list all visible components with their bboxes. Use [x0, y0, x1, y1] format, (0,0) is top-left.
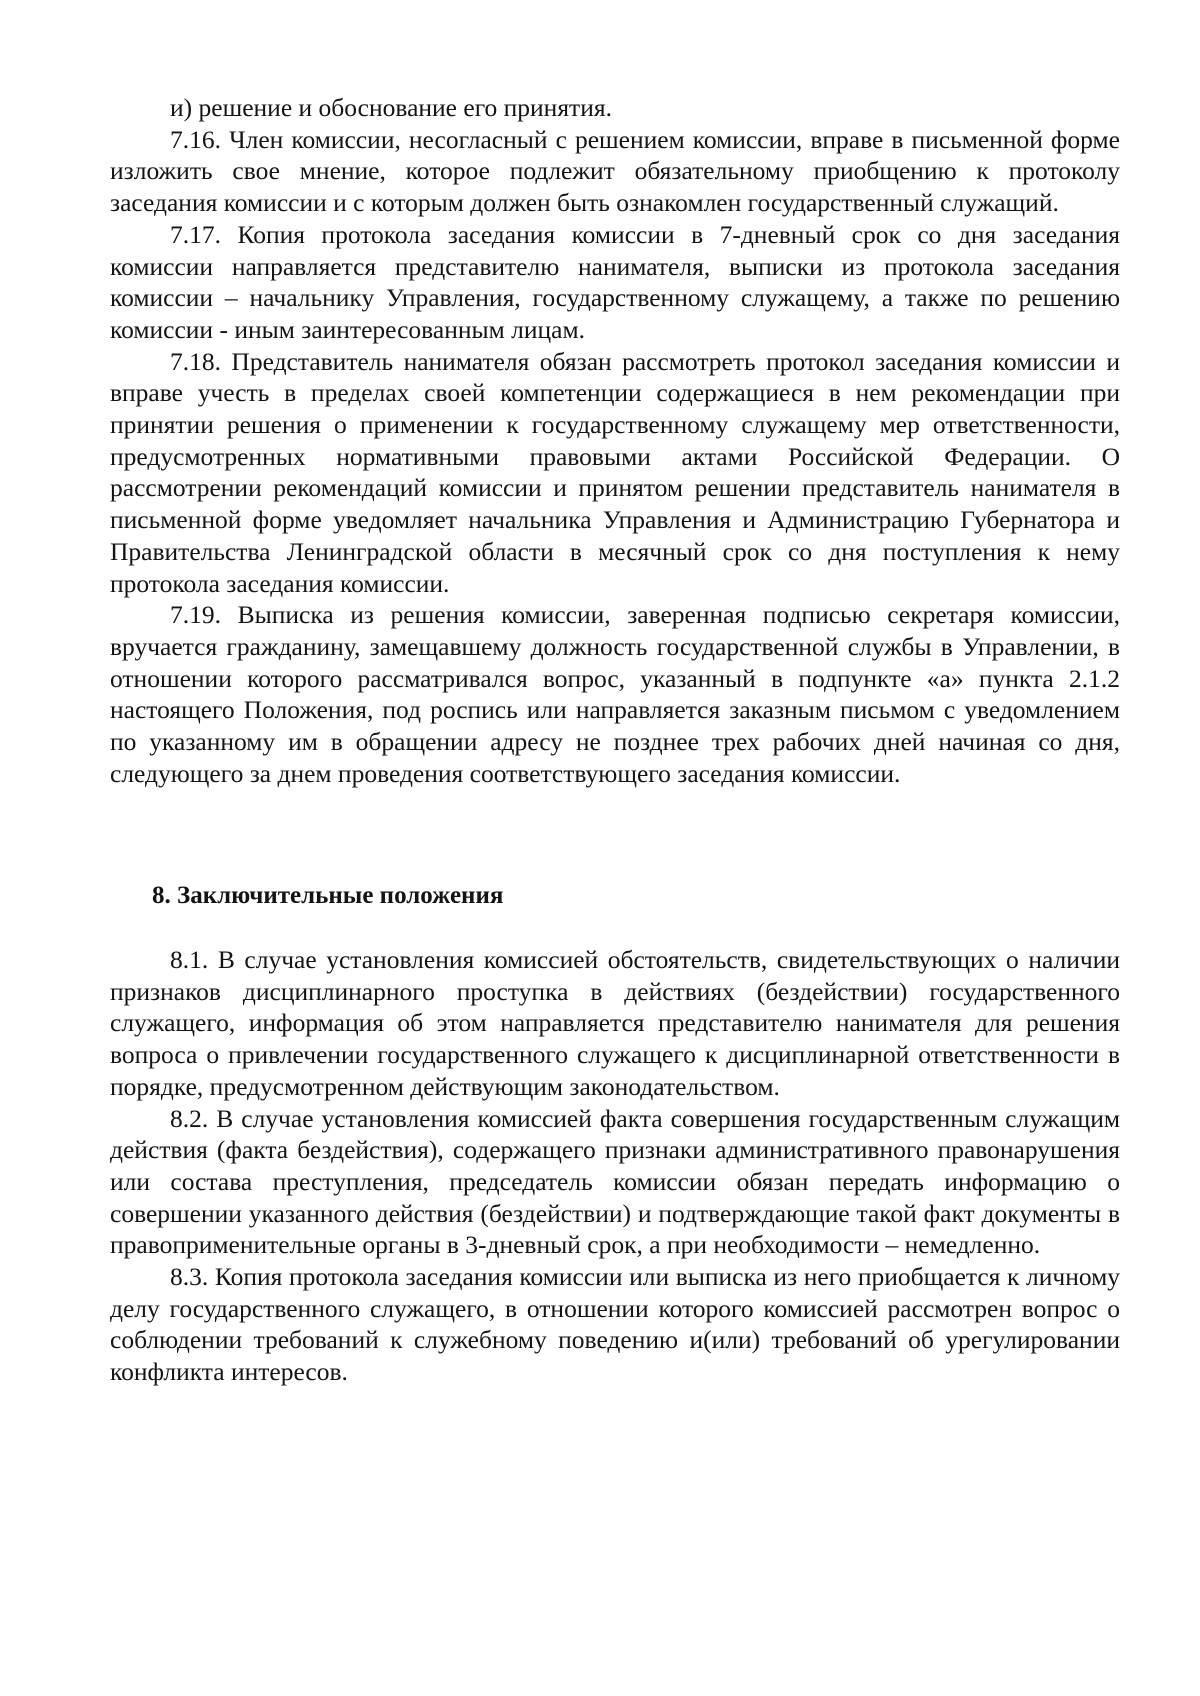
- paragraph-7-18: 7.18. Представитель нанимателя обязан рассмотреть протокол заседания комиссии и вправе учесть в пределах своей компетенции содержащиеся в нем рекомендации при принятии решения о применении к государственному служащему мер ответственности, предусмотренных нормативными правовыми актами Российской Федерации. О рассмотрении рекомендаций комиссии и принятом решении представитель нанимателя в письменной форме уведомляет начальника Управления и Администрацию Губернатора и Правительства Ленинградской области в месячный срок со дня поступления к нему протокола заседания комиссии.: [110, 346, 1120, 598]
- item-i-paragraph: и) решение и обоснование его принятия.: [170, 93, 612, 122]
- paragraph-7-16: 7.16. Член комиссии, несогласный с решением комиссии, вправе в письменной форме изложить свое мнение, которое подлежит обязательному приобщению к протоколу заседания комиссии и с которым должен быть ознакомлен государственный служащий.: [110, 124, 1120, 218]
- paragraph-7-17: 7.17. Копия протокола заседания комиссии в 7-дневный срок со дня заседания комиссии направляется представителю нанимателя, выписки из протокола заседания комиссии – начальнику Управления, государственному служащему, а также по решению комиссии - иным заинтересованным лицам.: [110, 219, 1120, 344]
- section-8-heading: 8. Заключительные положения: [152, 882, 504, 909]
- paragraph-8-1: 8.1. В случае установления комиссией обстоятельств, свидетельствующих о наличии признаков дисциплинарного проступка в действиях (бездействии) государственного служащего, информация об этом направляется представителю нанимателя для решения вопроса о привлечении государственного служащего к дисциплинарной ответственности в порядке, предусмотренном действующим законодательством.: [110, 945, 1120, 1101]
- paragraph-8-2: 8.2. В случае установления комиссией факта совершения государственным служащим действия (факта бездействия), содержащего признаки административного правонарушения или состава преступления, председатель комиссии обязан передать информацию о совершении указанного действия (бездействии) и подтверждающие такой факт документы в правоприменительные органы в 3-дневный срок, а при необходимости – немедленно.: [110, 1103, 1120, 1260]
- paragraph-8-3: 8.3. Копия протокола заседания комиссии или выписка из него приобщается к личному делу государственного служащего, в отношении которого комиссией рассмотрен вопрос о соблюдении требований к служебному поведению и(или) требований об урегулировании конфликта интересов.: [110, 1262, 1120, 1387]
- section-7-continuation: [110, 92, 1120, 789]
- section-8: [110, 880, 1120, 912]
- paragraph-7-19: 7.19. Выписка из решения комиссии, заверенная подписью секретаря комиссии, вручается гражданину, замещавшему должность государственной службы в Управлении, в отношении которого рассматривался вопрос, указанный в подпункте «а» пункта 2.1.2 настоящего Положения, под роспись или направляется заказным письмом с уведомлением по указанному им в обращении адресу не позднее трех рабочих дней начиная со дня, следующего за днем проведения соответствующего заседания комиссии.: [110, 600, 1120, 788]
- section-8-body: [110, 944, 1120, 1388]
